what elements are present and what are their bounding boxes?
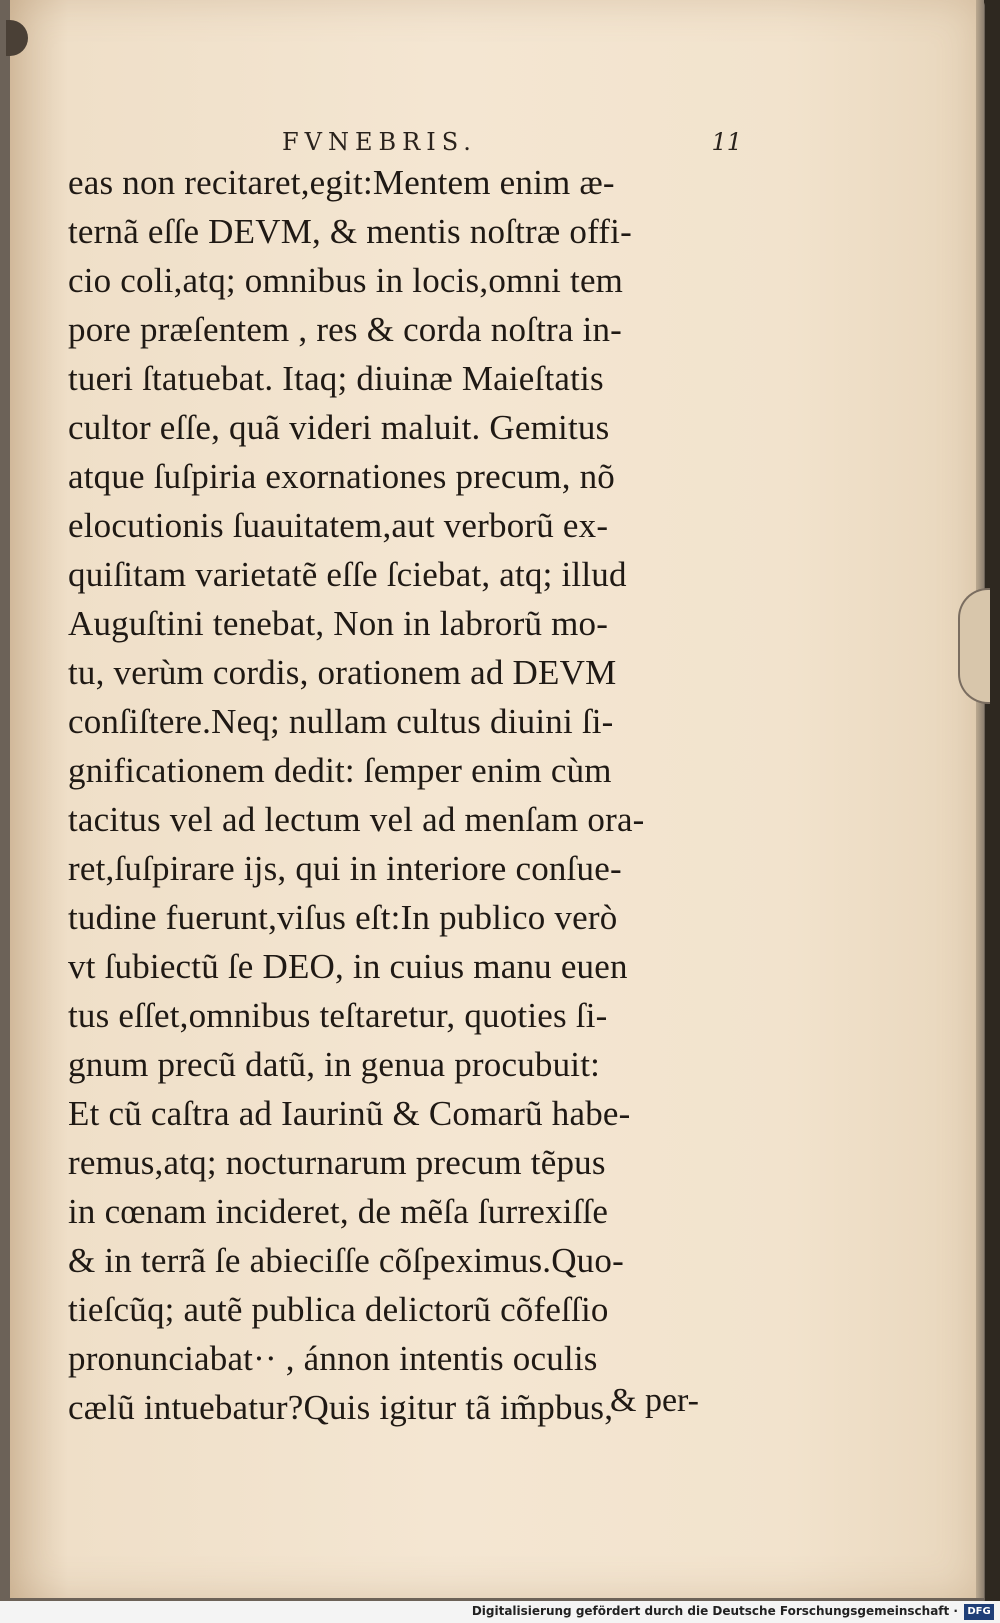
book-page bbox=[10, 0, 978, 1598]
text-line: cælũ intuebatur?Quis igitur tã im̃pbus, bbox=[68, 1388, 614, 1427]
text-line: tus eſſet,omnibus teſtaretur, quoties ſi- bbox=[68, 996, 608, 1035]
body-text bbox=[68, 158, 748, 1432]
text-line: gnificationem dedit: ſemper enim cùm bbox=[68, 751, 612, 790]
text-line: gnum precũ datũ, in genua procubuit: bbox=[68, 1045, 601, 1084]
text-line: pore præſentem , res & corda noſtra in- bbox=[68, 310, 623, 349]
funding-credit: Digitalisierung gefördert durch die Deutsche Forschungsgemeinschaft · bbox=[471, 1604, 958, 1618]
text-line: conſiſtere.Neq; nullam cultus diuini ſi- bbox=[68, 702, 614, 741]
text-line: tieſcũq; autẽ publica delictorũ cõfeſſio bbox=[68, 1290, 609, 1329]
text-line: vt ſubiectũ ſe DEO, in cuius manu euen bbox=[68, 947, 628, 986]
text-line: tueri ſtatuebat. Itaq; diuinæ Maieſtatis bbox=[68, 359, 604, 398]
text-line: tudine fuerunt,viſus eſt:In publico verò bbox=[68, 898, 618, 937]
text-line: eas non recitaret,egit:Mentem enim æ- bbox=[68, 163, 615, 202]
text-line: tacitus vel ad lectum vel ad menſam ora- bbox=[68, 800, 645, 839]
text-line: remus,atq; nocturnarum precum tẽpus bbox=[68, 1143, 606, 1182]
text-line: pronunciabat·· , ánnon intentis oculis bbox=[68, 1339, 598, 1378]
text-line: elocutionis ſuauitatem,aut verborũ ex- bbox=[68, 506, 609, 545]
catchword: & per- bbox=[610, 1382, 700, 1419]
text-line: ternã eſſe DEVM, & mentis noſtræ offi- bbox=[68, 212, 632, 251]
text-line: tu, verùm cordis, orationem ad DEVM bbox=[68, 653, 617, 692]
spine-hole bbox=[6, 20, 28, 56]
text-line: cultor eſſe, quã videri maluit. Gemitus bbox=[68, 408, 610, 447]
text-line: cio coli,atq; omnibus in locis,omni tem bbox=[68, 261, 624, 300]
running-head: FVNEBRIS. bbox=[282, 128, 477, 156]
page-number: 11 bbox=[711, 128, 742, 156]
text-line: quiſitam varietatẽ eſſe ſciebat, atq; illud bbox=[68, 555, 627, 594]
page-edge bbox=[976, 0, 984, 1598]
bookmark-tab bbox=[958, 588, 990, 704]
text-line: ret,ſuſpirare ijs, qui in interiore conſue- bbox=[68, 849, 622, 888]
text-line: Auguſtini tenebat, Non in labrorũ mo- bbox=[68, 604, 609, 643]
text-line: atque ſuſpiria exornationes precum, nõ bbox=[68, 457, 616, 496]
text-line: Et cũ caſtra ad Iaurinũ & Comarũ habe- bbox=[68, 1094, 631, 1133]
text-line: & in terrã ſe abieciſſe cõſpeximus.Quo- bbox=[68, 1241, 624, 1280]
digitization-footer bbox=[0, 1601, 1000, 1623]
text-line: in cœnam incideret, de mẽſa ſurrexiſſe bbox=[68, 1192, 609, 1231]
dfg-logo: DFG bbox=[964, 1604, 994, 1620]
